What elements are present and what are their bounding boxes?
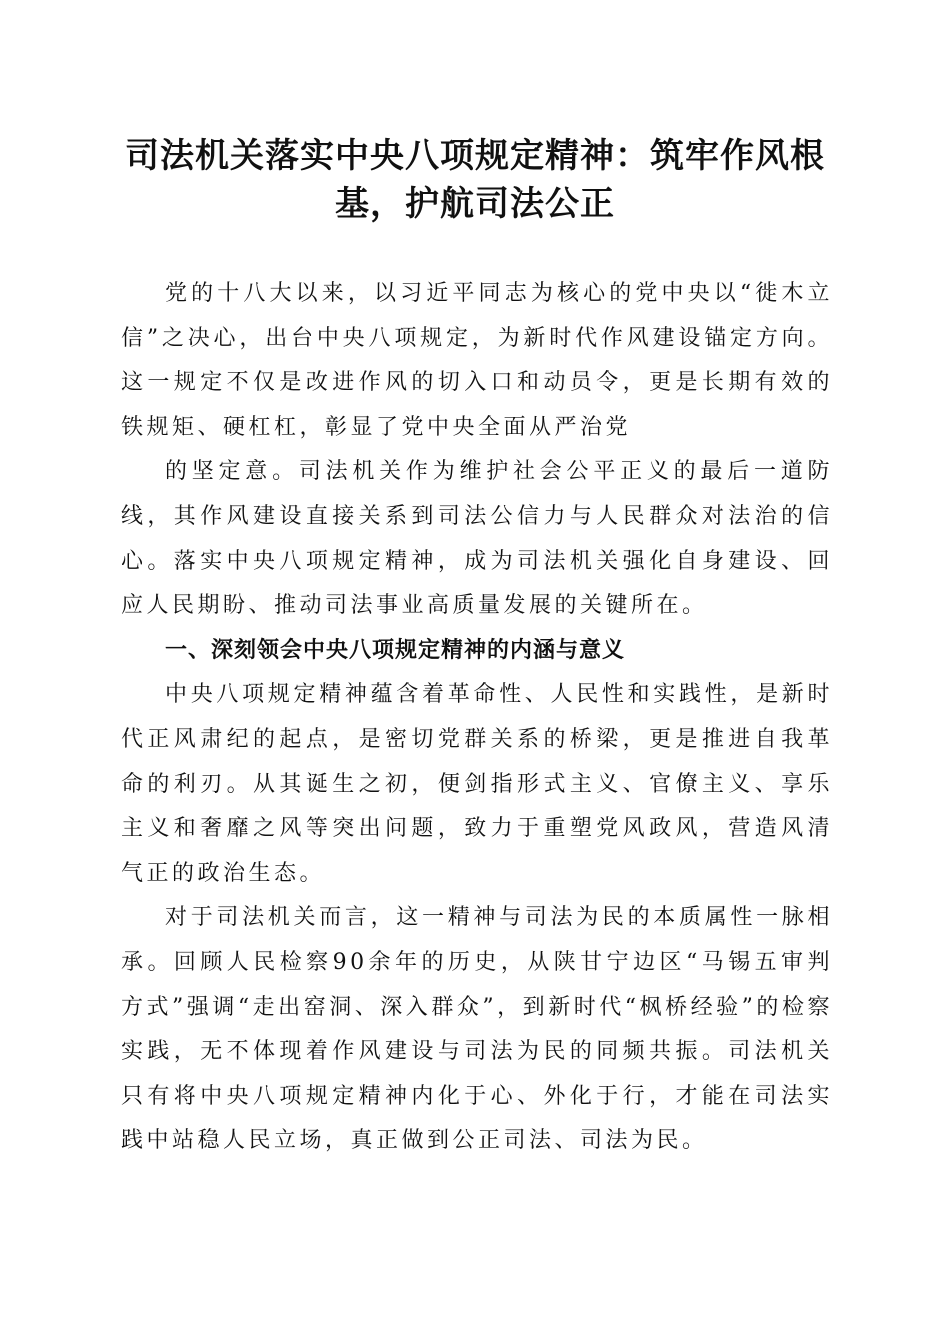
document-title: 司法机关落实中央八项规定精神：筑牢作风根基，护航司法公正 xyxy=(125,136,825,224)
paragraph-section-1-a: 中央八项规定精神蕴含着革命性、人民性和实践性，是新时代正风肃纪的起点，是密切党群关系的桥梁，更是推进自我革命的利刃。从其诞生之初，便剑指形式主义、官僚主义、享乐主义和奢靡之风等突出问题，致力于重塑党风政风，营造风清气正的政治生态。 xyxy=(121,682,833,886)
section-heading-1: 一、深刻领会中央八项规定精神的内涵与意义 xyxy=(165,637,626,663)
paragraph-intro: 党的十八大以来，以习近平同志为核心的党中央以“徙木立信”之决心，出台中央八项规定，为新时代作风建设锚定方向。这一规定不仅是改进作风的切入口和动员令，更是长期有效的铁规矩、硬杠杠，彰显了党中央全面从严治党 xyxy=(121,281,833,440)
paragraph-intro-continued: 的坚定意。司法机关作为维护社会公平正义的最后一道防线，其作风建设直接关系到司法公信力与人民群众对法治的信心。落实中央八项规定精神，成为司法机关强化自身建设、回应人民期盼、推动司法事业高质量发展的关键所在。 xyxy=(121,459,833,619)
paragraph-section-1-b: 对于司法机关而言，这一精神与司法为民的本质属性一脉相承。回顾人民检察90余年的历史，从陕甘宁边区“马锡五审判方式”强调“走出窑洞、深入群众”，到新时代“枫桥经验”的检察实践，无不体现着作风建设与司法为民的同频共振。司法机关只有将中央八项规定精神内化于心、外化于行，才能在司法实践中站稳人民立场，真正做到公正司法、司法为民。 xyxy=(121,905,833,1154)
document-body xyxy=(121,272,833,1164)
